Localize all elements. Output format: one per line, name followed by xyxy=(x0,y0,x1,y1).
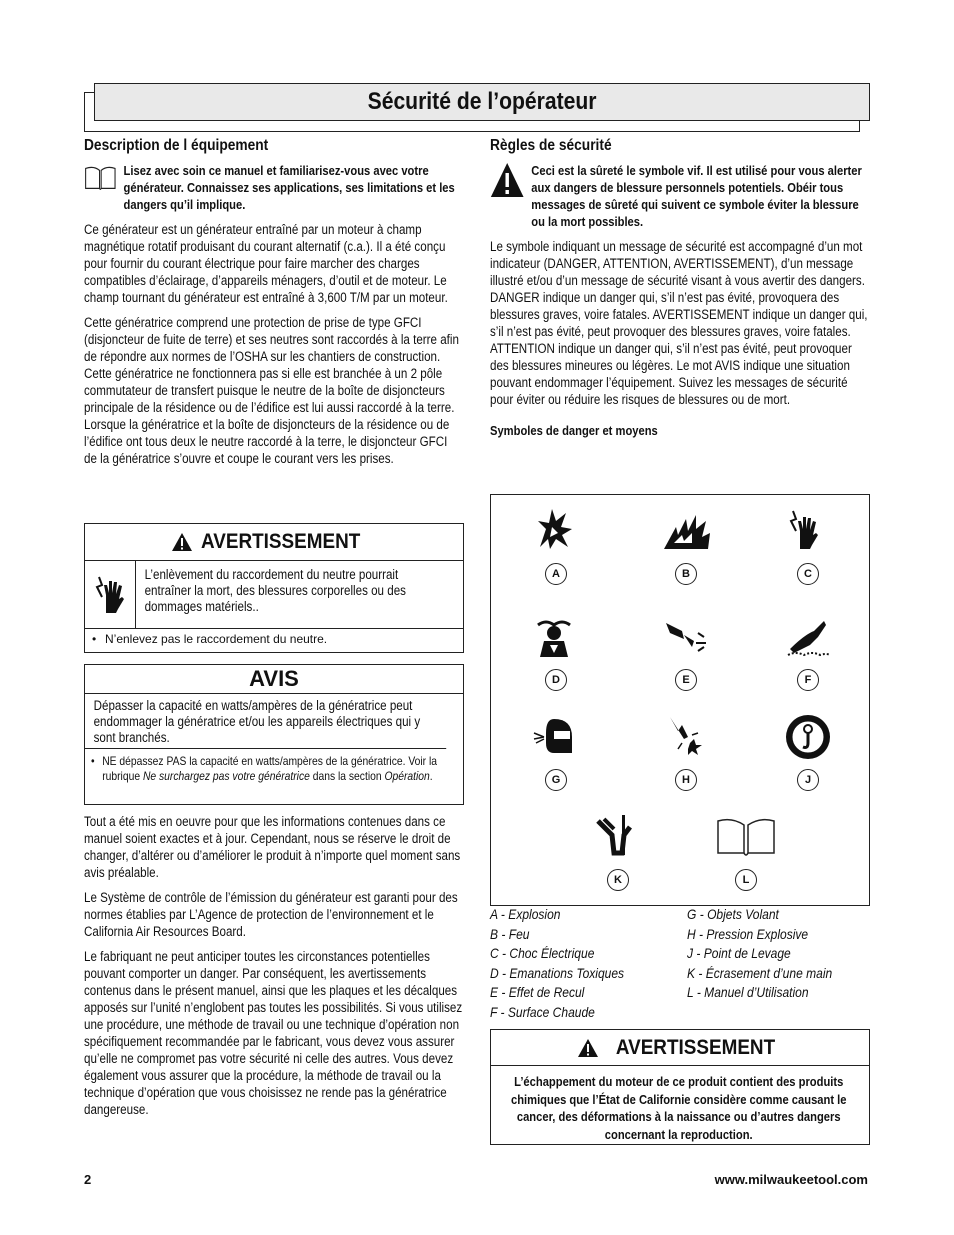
notice-bullet-text-2: dans la section xyxy=(309,769,385,783)
intro-row xyxy=(84,162,462,213)
right-column xyxy=(490,137,870,447)
page-title: Sécurité de l’opérateur xyxy=(367,88,597,115)
safety-rules-heading: Règles de sécurité xyxy=(490,137,612,154)
hazard-symbol-b xyxy=(651,507,721,585)
hazard-symbols-grid xyxy=(490,494,870,906)
left-column-lower xyxy=(84,813,464,1126)
hazard-symbol-d xyxy=(521,613,591,691)
warning-text: L’enlèvement du raccordement du neutre pourrait entraîner la mort, des blessures corporelles ou des dommages matériels.. xyxy=(144,567,406,614)
safety-alert-icon xyxy=(490,162,524,198)
title-banner xyxy=(94,83,870,121)
warning-title: AVERTISSEMENT xyxy=(200,530,360,553)
symbol-letter: H xyxy=(675,769,697,791)
toxic-fumes-icon xyxy=(531,613,581,661)
fire-icon xyxy=(661,507,711,555)
electric-shock-icon xyxy=(783,507,833,555)
warning-box-california xyxy=(490,1029,870,1145)
explosive-pressure-icon xyxy=(661,713,711,761)
warning-bullet: • N’enlevez pas le raccordement du neutre. xyxy=(85,629,463,652)
left-column xyxy=(84,137,464,475)
symbol-letter: K xyxy=(607,869,629,891)
paragraph-5: Le fabriquant ne peut anticiper toutes les circonstances potentielles pouvant comporter un danger. Par conséquent, les avertissements contenus dans le présent manuel, ainsi que les plaques et les décalques apposés sur l’unité n’englobent pas toutes les possibilités. Si vous utilisez une procédure, une méthode de travail ou une technique d’opération non spécifiquement recommandée par le fabricant, vous devez vous assurer qu’elle ne compromet pas votre sécurité ni celle des autres. Vous devez également vous assurer que la procédure, la méthode de travail ou la technique d’opération que vous choisissez ne rende pas la génératrice dangereuse. xyxy=(84,949,463,1117)
hazard-symbol-j xyxy=(773,713,843,791)
legend-col-2 xyxy=(687,905,876,1003)
legend-item: H - Pression Explosive xyxy=(687,925,809,942)
warning2-title: AVERTISSEMENT xyxy=(615,1035,775,1059)
hazard-symbol-f xyxy=(773,613,843,691)
safety-intro-row xyxy=(490,162,868,230)
warning-box-neutral xyxy=(84,523,464,653)
manual-icon xyxy=(715,813,777,861)
warning-triangle-icon xyxy=(171,532,193,552)
hazard-symbol-c xyxy=(773,507,843,585)
warning2-body xyxy=(491,1066,869,1150)
legend-item: K - Écrasement d’une main xyxy=(687,964,833,981)
website-url: www.milwaukeetool.com xyxy=(714,1172,868,1187)
paragraph-2: Cette génératrice comprend une protection de prise de type GFCI (disjoncteur de fuite de terre) et ses neutres sont raccordés à la terre afin de répondre aux normes de l’OSHA sur les chantiers de construction. Cette génératrice ne fonctionnera pas si elle est branchée à un 2 pôle commutateur de transfert puisque le neutre de la boîte de disjoncteurs principale de la résidence ou de l’édifice est lui aussi raccordé à la terre. Lorsque la génératrice et la boîte de disjoncteurs de la résidence ou de l’édifice ont tous deux le neutre raccordé à la terre, le disjoncteur GFCI de la génératrice s’ouvre et coupe le courant vers les prises. xyxy=(84,315,459,466)
notice-bullet-section: Opération xyxy=(384,769,430,783)
notice-header xyxy=(85,665,463,694)
symbol-letter: L xyxy=(735,869,757,891)
hazard-symbol-g xyxy=(521,713,591,791)
notice-title: AVIS xyxy=(249,666,299,691)
legend-item: F - Surface Chaude xyxy=(490,1003,595,1020)
notice-bullet-text: NE dépassez PAS la capacité en watts/ampères de la génératrice. Voir la rubrique xyxy=(102,754,438,783)
warning2-header xyxy=(491,1030,869,1066)
notice-bullet xyxy=(85,751,453,789)
legend-item: J - Point de Levage xyxy=(687,945,791,961)
symbol-letter: G xyxy=(545,769,567,791)
page-number: 2 xyxy=(84,1172,92,1187)
symbol-letter: D xyxy=(545,669,567,691)
flying-objects-icon xyxy=(531,713,581,761)
paragraph-1: Ce générateur est un générateur entraîné par un moteur à champ magnétique rotatif produisant du courant alternatif (c.a.). Il a été conçu pour fournir du courant électrique pour faire marcher des charges compatibles d’éclairage, d’appareils ménagers, d’outil et de moteur. Le champ tournant du générateur est entraîné à 3,600 T/M par un moteur. xyxy=(84,222,448,305)
notice-bullet-end: . xyxy=(429,769,433,783)
hazard-symbol-k xyxy=(583,813,653,891)
hazard-symbol-a xyxy=(521,507,591,585)
hand-crush-icon xyxy=(593,813,643,861)
safety-paragraph: Le symbole indiquant un message de sécurité est accompagné d’un mot indicateur (DANGER, ATTENTION, AVERTISSEMENT), d’un message illustré et/ou d’un message de sécurité visant à vous avertir des dangers. DANGER indique un danger qui, s’il n’est pas évité, provoquera des blessures graves, voire fatales. AVERTISSEMENT indique un danger qui, s’il n’est pas évité, peut provoquer des blessures graves, voire fatales. ATTENTION indique un danger qui, s’il n’est pas évité, peut provoquer des blessures mineures ou légères. Le mot AVIS indique une situation pouvant endommager l’équipement. Suivez les messages de sécurité pour éviter ou réduire les risques de blessures ou de mort. xyxy=(490,239,868,407)
manual-icon xyxy=(84,162,117,192)
symbol-letter: F xyxy=(797,669,819,691)
hazard-symbol-l xyxy=(711,813,781,891)
symbols-heading: Symboles de danger et moyens xyxy=(490,423,658,438)
lifting-point-icon xyxy=(783,713,833,761)
electric-shock-icon xyxy=(92,573,128,617)
explosion-icon xyxy=(531,507,581,555)
warning-body xyxy=(85,561,463,629)
legend-item: B - Feu xyxy=(490,925,530,942)
hazard-symbol-e xyxy=(651,613,721,691)
legend-col-1 xyxy=(490,905,679,1022)
notice-text: Dépasser la capacité en watts/ampères de la génératrice peut endommager la génératrice et/ou les appareils électriques qui y sont branchés. xyxy=(85,694,446,749)
legend-item: A - Explosion xyxy=(490,906,561,922)
symbol-letter: C xyxy=(797,563,819,585)
hot-surface-icon xyxy=(783,613,833,661)
hazard-symbol-h xyxy=(651,713,721,791)
symbol-letter: J xyxy=(797,769,819,791)
kickback-icon xyxy=(661,613,711,661)
warning2-text: L’échappement du moteur de ce produit contient des produits chimiques que l’État de Californie considère comme causant le cancer, des déformations à la naissance ou d’autres dangers concernant la reproduction. xyxy=(510,1074,847,1142)
legend-item: D - Emanations Toxiques xyxy=(490,964,625,981)
symbol-letter: E xyxy=(675,669,697,691)
warning-header xyxy=(85,524,463,561)
warning-icon-cell xyxy=(85,561,136,628)
symbol-letter: A xyxy=(545,563,567,585)
paragraph-4: Le Système de contrôle de l’émission du générateur est garanti pour des normes établies par L’Agence de protection de l’environnement et le California Air Resources Board. xyxy=(84,890,458,939)
equipment-description-heading: Description de l équipement xyxy=(84,137,269,154)
intro-text: Lisez avec soin ce manuel et familiarisez-vous avec votre générateur. Connaissez ses applications, ses limitations et les dangers qu’il implique. xyxy=(123,163,455,212)
notice-box xyxy=(84,664,464,805)
legend-item: E - Effet de Recul xyxy=(490,984,585,1000)
notice-bullet-ref: Ne surchargez pas votre génératrice xyxy=(142,769,310,783)
symbol-letter: B xyxy=(675,563,697,585)
warning-triangle-icon xyxy=(577,1038,599,1058)
paragraph-3: Tout a été mis en oeuvre pour que les informations contenues dans ce manuel soient exactes et à jour. Cependant, nous se réserve le droit de changer, d’altérer ou d’améliorer le produit à n’importe quel moment sans avis préalable. xyxy=(84,814,461,880)
legend-item: G - Objets Volant xyxy=(687,906,779,922)
safety-intro-text: Ceci est la sûreté le symbole vif. Il est utilisé pour vous alerter aux dangers de blessure personnels potentiels. Obéir tous messages de sûreté qui suivent ce symbole éviter la blessure ou la mort possibles. xyxy=(531,163,862,229)
legend-item: L - Manuel d’Utilisation xyxy=(687,984,809,1000)
legend-item: C - Choc Électrique xyxy=(490,945,595,961)
